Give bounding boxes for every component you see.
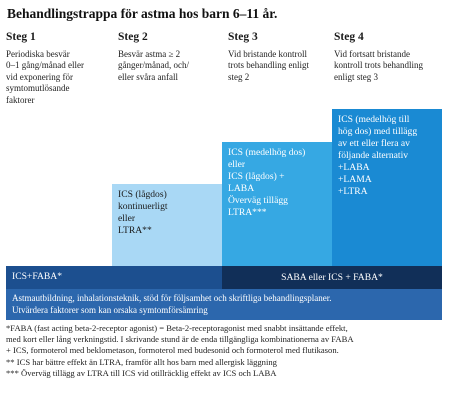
step-3-criteria: [228, 49, 328, 83]
footnote-line: med kort eller lång verkningstid. I skrivande stund är de enda tillgängliga kombinationerna av FABA: [6, 334, 354, 345]
step-2-criteria-line: Besvär astma ≥ 2: [118, 49, 181, 59]
step-4-criteria-line: kontroll trots behandling: [334, 60, 423, 71]
step-1-criteria-line: faktorer: [6, 94, 35, 105]
reliever-band-left: ICS+FABA*: [6, 266, 222, 289]
treatment-line: Överväg tillägg: [228, 195, 288, 206]
treatment-line: ICS (medelhög dos): [228, 147, 306, 158]
step-2-criteria-line: gånger/månad, och/: [118, 60, 189, 71]
step-1-criteria-line: Periodiska besvär: [6, 49, 70, 59]
treatment-line: LTRA***: [228, 207, 267, 218]
base-band-line: Astmautbildning, inhalationsteknik, stöd för följsamhet och skriftliga behandlingsplaner.: [12, 293, 332, 303]
base-band-line: Utvärdera faktorer som kan orsaka symtomförsämring: [12, 305, 208, 315]
treatment-line: hög dos) med tillägg: [338, 126, 418, 137]
step-3-column: [228, 31, 328, 83]
step-1-criteria-line: symtomutlösande: [6, 83, 70, 94]
footnote-line: + ICS, formoterol med beklometason, formoterol med budesonid och formoterol med flutikason.: [6, 345, 339, 356]
treatment-line: LABA: [228, 183, 255, 194]
treatment-line: kontinuerligt: [118, 201, 168, 212]
step-2-column: [118, 31, 226, 83]
step-2-criteria: [118, 49, 226, 83]
treatment-line: ICS (lågdos): [118, 189, 167, 200]
step-2-heading: Steg 2: [118, 31, 148, 43]
step-3-criteria-line: Vid bristande kontroll: [228, 49, 307, 59]
step-3-heading: Steg 3: [228, 31, 258, 43]
step-3-treatment-box: [222, 142, 332, 266]
footnote-line: *FABA (fast acting beta-2-receptor agonist) = Beta-2-receptoragonist med snabbt insättande effekt,: [6, 323, 348, 333]
treatment-line: eller: [228, 159, 246, 170]
base-education-band: [6, 289, 442, 320]
treatment-line: eller: [118, 213, 136, 224]
diagram-title: Behandlingstrappa för astma hos barn 6–11 år.: [7, 6, 278, 21]
treatment-line: LTRA**: [118, 225, 152, 236]
treatment-line: +LTRA: [338, 186, 368, 197]
reliever-band: [6, 266, 442, 289]
step-2-treatment-box: [112, 184, 222, 266]
step-1-heading: Steg 1: [6, 31, 36, 43]
step-4-criteria-line: Vid fortsatt bristande: [334, 49, 410, 59]
step-4-criteria: [334, 49, 446, 83]
step-4-treatment-box: [332, 109, 442, 266]
reliever-band-right: SABA eller ICS + FABA*: [281, 272, 383, 283]
treatment-line: ICS (lågdos) +: [228, 171, 285, 182]
step-4-column: [334, 31, 446, 83]
footnote-line: ** ICS har bättre effekt än LTRA, framför allt hos barn med allergisk läggning: [6, 356, 277, 367]
step-2-criteria-line: eller svåra anfall: [118, 71, 178, 82]
step-4-criteria-line: enligt steg 3: [334, 71, 378, 82]
treatment-line: ICS (medelhög till: [338, 114, 410, 125]
treatment-line: +LAMA: [338, 174, 372, 185]
treatment-line: av ett eller flera av: [338, 138, 410, 149]
step-1-criteria: [6, 49, 110, 106]
step-1-column: [6, 31, 110, 106]
step-3-criteria-line: trots behandling enligt: [228, 60, 309, 71]
treatment-line: följande alternativ: [338, 150, 409, 161]
step-4-heading: Steg 4: [334, 31, 364, 43]
footnote-line: *** Överväg tillägg av LTRA till ICS vid otillräcklig effekt av ICS och LABA: [6, 367, 277, 378]
step-3-criteria-line: steg 2: [228, 71, 250, 82]
treatment-line: +LABA: [338, 162, 370, 173]
step-1-criteria-line: 0–1 gång/månad eller: [6, 60, 84, 71]
step-1-criteria-line: vid exponering för: [6, 71, 73, 82]
footnotes: [6, 323, 446, 379]
